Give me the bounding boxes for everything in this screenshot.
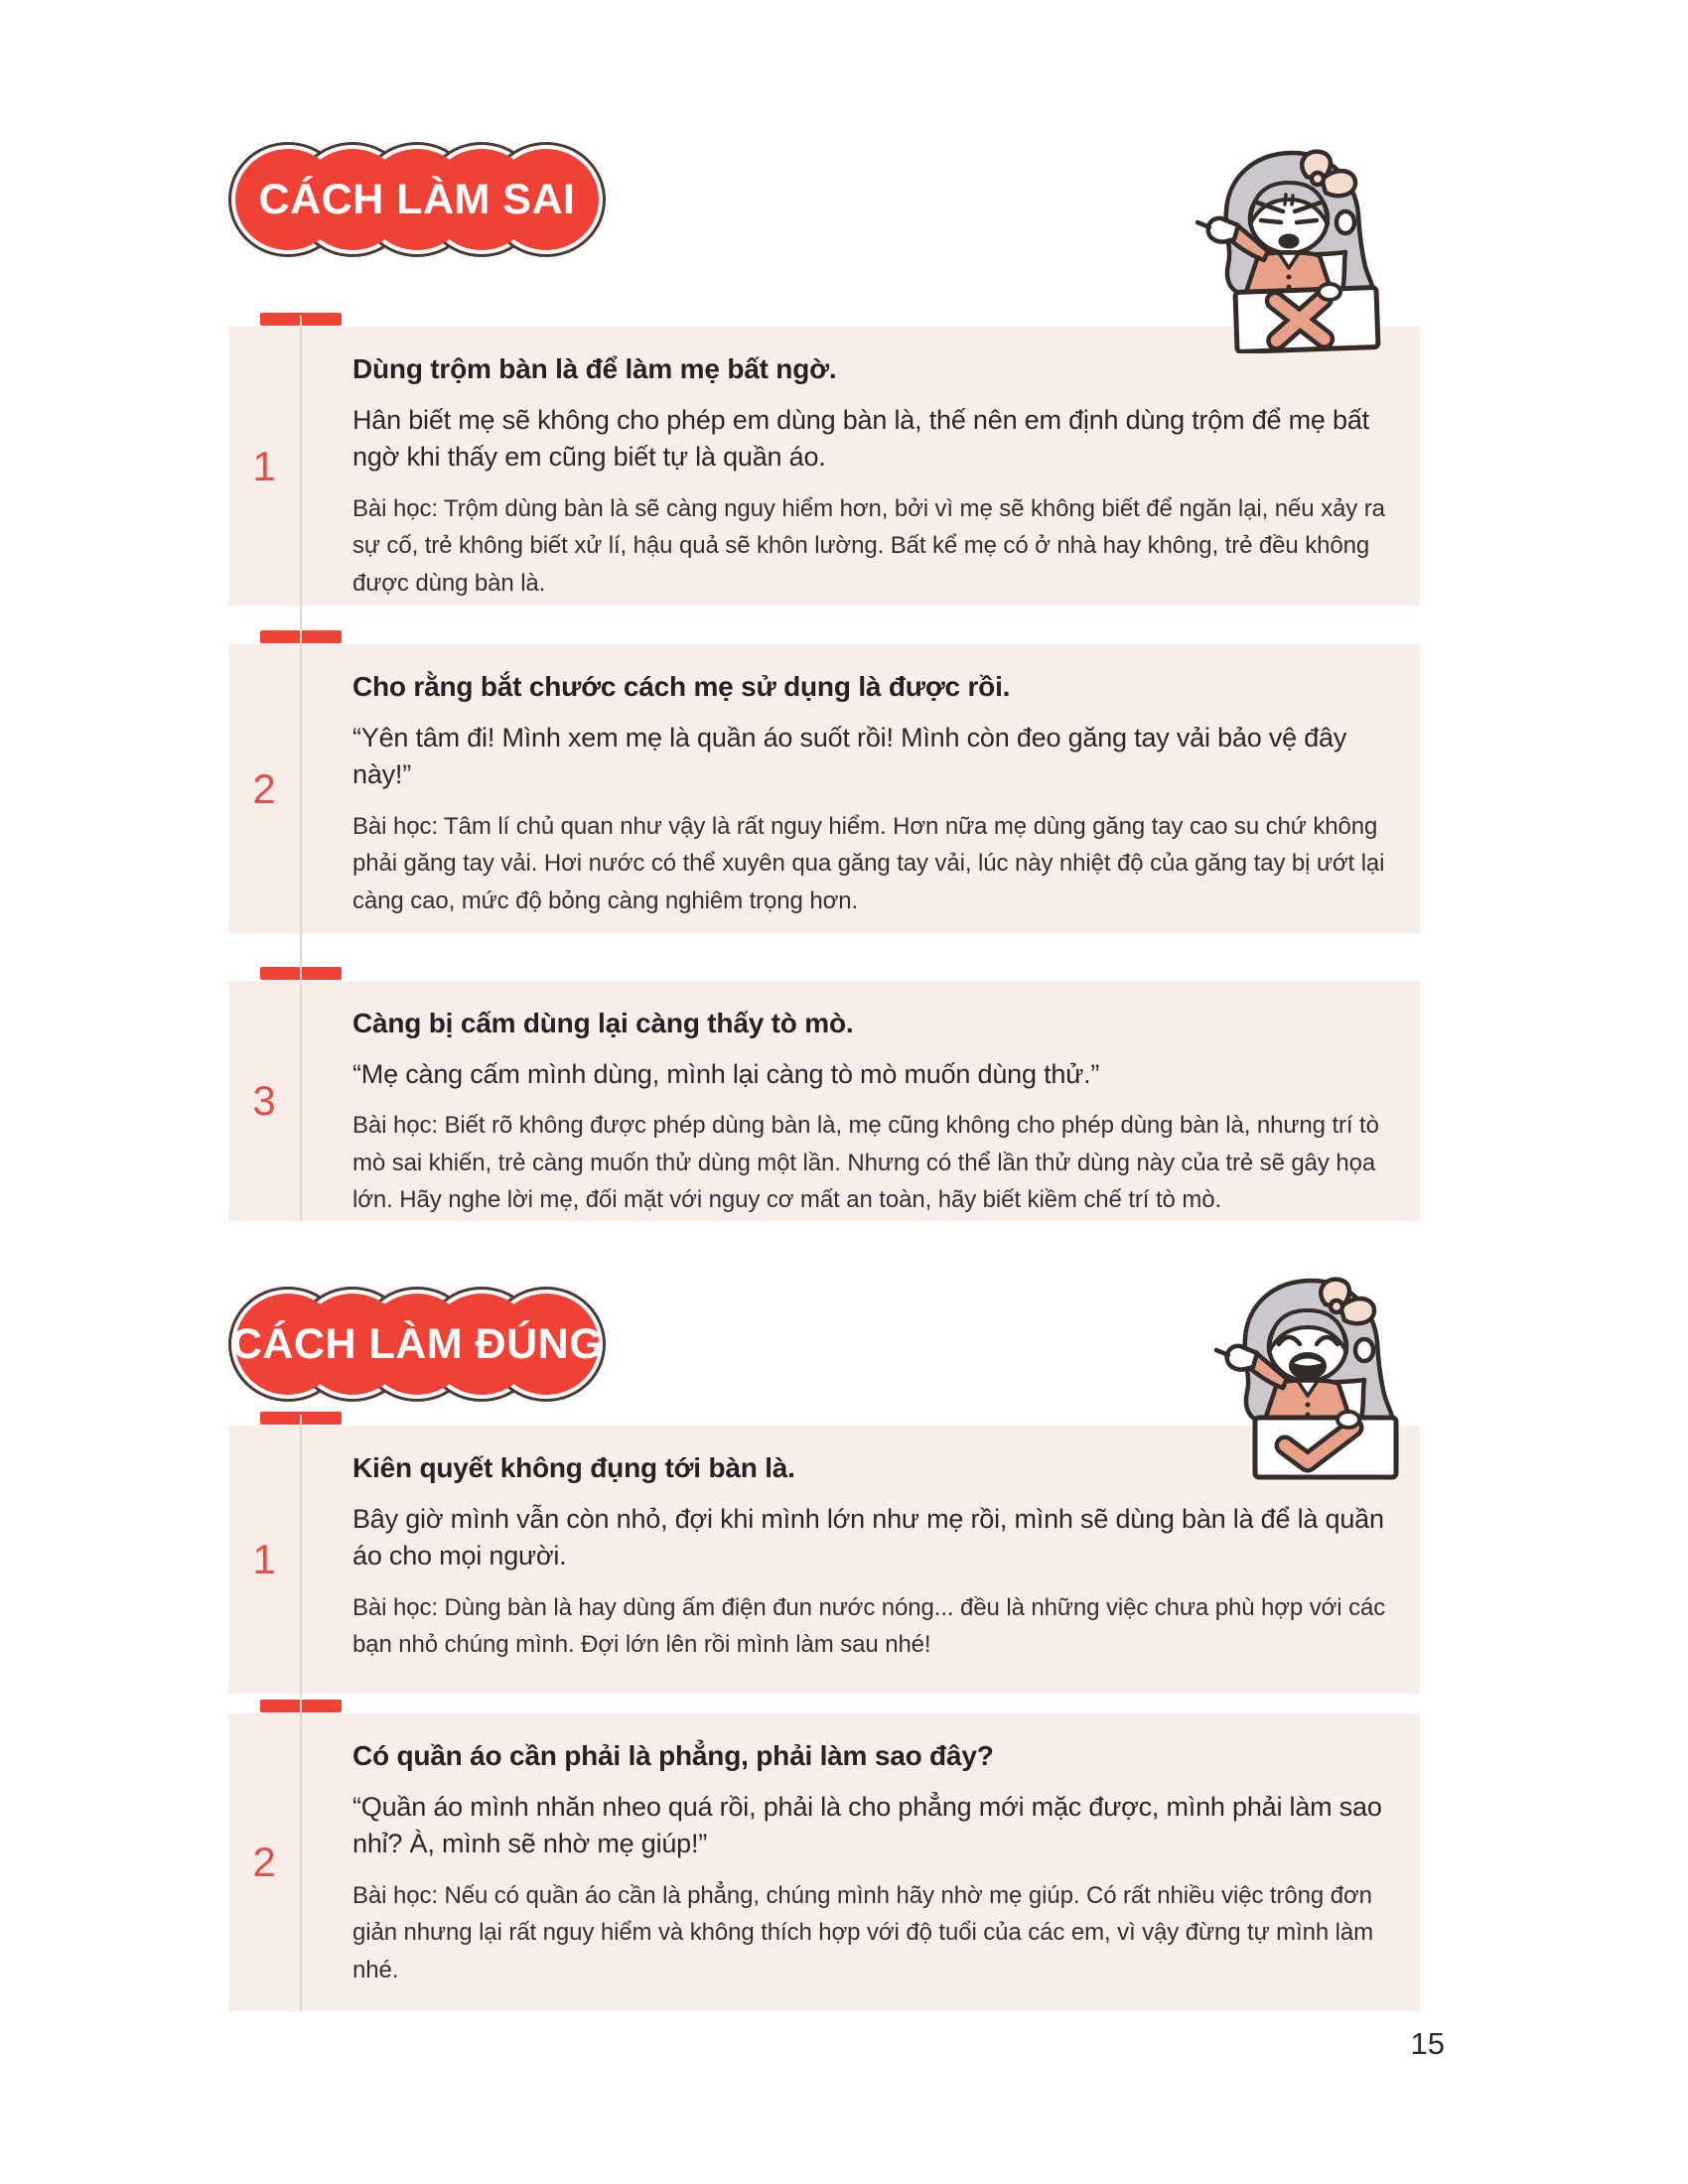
item-title: Có quần áo cần phải là phẳng, phải làm sao đây? bbox=[352, 1740, 994, 1771]
item-body: Bây giờ mình vẫn còn nhỏ, đợi khi mình lớn như mẹ rồi, mình sẽ dùng bàn là để là quần áo cho mọi người. bbox=[352, 1503, 1384, 1571]
girl-angry-svg bbox=[1195, 145, 1393, 353]
item-body: “Quần áo mình nhăn nheo quá rồi, phải là cho phẳng mới mặc được, mình phải làm sao nhỉ? À, mình sẽ nhờ mẹ giúp!” bbox=[352, 1791, 1382, 1859]
button bbox=[1306, 1403, 1311, 1408]
girl-angry-illustration bbox=[1195, 145, 1393, 353]
wrong-card-2 bbox=[228, 644, 1420, 933]
item-number: 2 bbox=[252, 1839, 276, 1885]
mouth-frown bbox=[1280, 235, 1298, 247]
pointing-hand bbox=[1208, 218, 1238, 242]
girl-happy-svg bbox=[1213, 1273, 1412, 1481]
eye-left bbox=[1261, 220, 1281, 222]
eye-right bbox=[1297, 220, 1317, 222]
right-ways-badge bbox=[228, 1287, 606, 1402]
item-body: “Yên tâm đi! Mình xem mẹ là quần áo suốt rồi! Mình còn đeo găng tay vải bảo vệ đây này!” bbox=[352, 722, 1347, 790]
right-ways-badge-label: CÁCH LÀM ĐÚNG bbox=[230, 1319, 604, 1368]
wrong-card-3 bbox=[228, 981, 1420, 1221]
item-lesson: Bài học: Dùng bàn là hay dùng ấm điện đun nước nóng... đều là những việc chưa phù hợp với các bạn nhỏ chúng mình. Đợi lớn lên rồi mình làm sau nhé! bbox=[352, 1594, 1386, 1659]
wrong-card-1 bbox=[228, 327, 1420, 606]
right-card-2 bbox=[228, 1713, 1420, 2011]
mouth-laugh bbox=[1291, 1354, 1325, 1378]
item-number: 1 bbox=[252, 442, 276, 489]
item-number: 3 bbox=[252, 1077, 276, 1124]
wrong-ways-badge bbox=[228, 142, 606, 257]
frown-line bbox=[1292, 196, 1293, 205]
hand-on-sign bbox=[1337, 1412, 1359, 1428]
item-title: Càng bị cấm dùng lại càng thấy tò mò. bbox=[352, 1008, 854, 1038]
pointing-hand bbox=[1227, 1346, 1257, 1370]
item-title: Kiên quyết không đụng tới bàn là. bbox=[352, 1452, 795, 1483]
item-lesson: Bài học: Biết rõ không được phép dùng bàn là, mẹ cũng không cho phép dùng bàn là, nhưng trí tò mò sai khiến, trẻ càng muốn thử dùng một lần. Nhưng có thể lần thử dùng này của trẻ sẽ gây họa lớn. Hãy nghe lời mẹ, đối mặt với nguy cơ mất an toàn, hãy biết kiềm chế trí tò mò. bbox=[352, 1112, 1379, 1213]
ear bbox=[1355, 1339, 1373, 1361]
girl-happy-illustration bbox=[1213, 1273, 1412, 1481]
ear bbox=[1336, 211, 1354, 233]
hand-on-sign bbox=[1319, 284, 1340, 300]
wrong-ways-badge-label: CÁCH LÀM SAI bbox=[258, 175, 576, 223]
item-number: 2 bbox=[252, 764, 276, 812]
item-title: Dùng trộm bàn là để làm mẹ bất ngờ. bbox=[352, 353, 837, 384]
frown-line bbox=[1285, 195, 1286, 205]
item-number: 1 bbox=[252, 1536, 276, 1582]
item-body: “Mẹ càng cấm mình dùng, mình lại càng tò mò muốn dùng thử.” bbox=[352, 1058, 1100, 1089]
wrong-section-guide-line bbox=[300, 316, 302, 1221]
page-number: 15 bbox=[1410, 2026, 1445, 2061]
item-lesson: Bài học: Nếu có quần áo cần là phẳng, chúng mình hãy nhờ mẹ giúp. Có rất nhiều việc trông đơn giản nhưng lại rất nguy hiểm và không thích hợp với độ tuổi của các em, vì vậy đừng tự mình làm nhé. bbox=[352, 1882, 1374, 1983]
x-sign-icon bbox=[1235, 288, 1378, 352]
item-lesson: Bài học: Tâm lí chủ quan như vậy là rất nguy hiểm. Hơn nữa mẹ dùng găng tay cao su chứ không phải găng tay vải. Hơi nước có thể xuyên qua găng tay vải, lúc này nhiệt độ của găng tay bị ướt lại càng cao, mức độ bỏng càng nghiêm trọng hơn. bbox=[352, 813, 1385, 914]
item-lesson: Bài học: Trộm dùng bàn là sẽ càng nguy hiểm hơn, bởi vì mẹ sẽ không biết để ngăn lại, nếu xảy ra sự cố, trẻ không biết xử lí, hậu quả sẽ khôn lường. Bất kể mẹ có ở nhà hay không, trẻ đều không được dùng bàn là. bbox=[352, 495, 1385, 597]
right-section-guide-line bbox=[300, 1415, 302, 2011]
item-title: Cho rằng bắt chước cách mẹ sử dụng là được rồi. bbox=[352, 671, 1011, 702]
button bbox=[1287, 275, 1292, 280]
item-body: Hân biết mẹ sẽ không cho phép em dùng bàn là, thế nên em định dùng trộm để mẹ bất ngờ khi thấy em cũng biết tự là quần áo. bbox=[352, 404, 1369, 473]
check-sign-icon bbox=[1255, 1418, 1396, 1477]
